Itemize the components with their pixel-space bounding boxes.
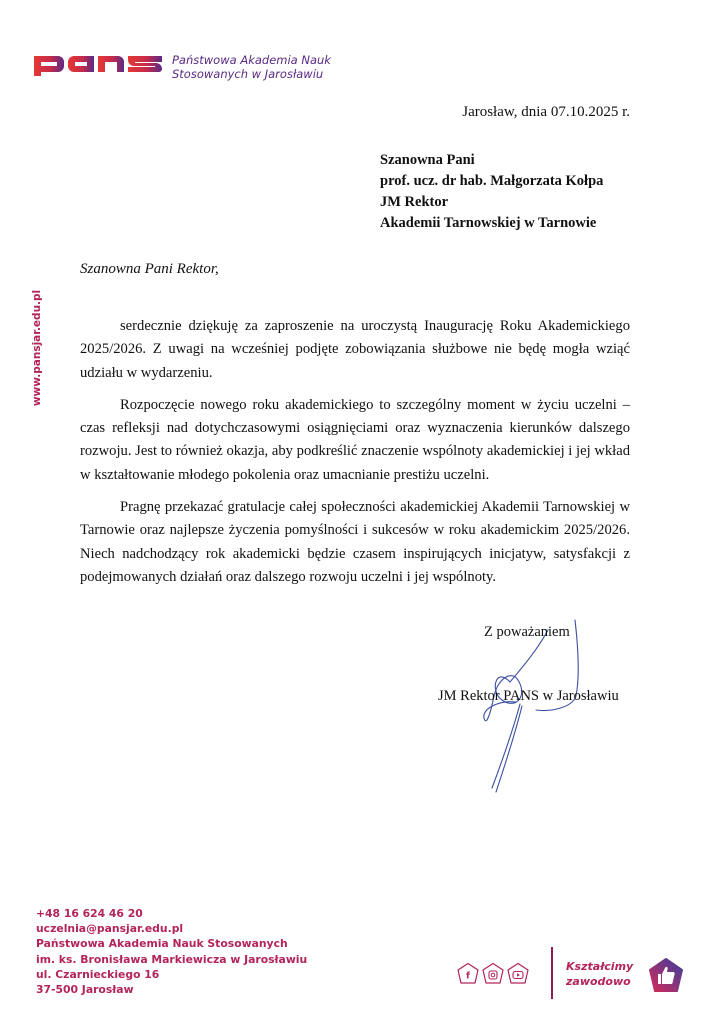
address-line: 37-500 Jarosław — [36, 983, 134, 997]
pans-logo — [34, 52, 164, 78]
email-link[interactable]: uczelnia@pansjar.edu.pl — [36, 922, 184, 936]
body-paragraph: Pragnę przekazać gratulacje całej społeczności akademickiej Akademii Tarnowskiej w Tarnowie oraz najlepsze życzenia pomyślności i sukcesów w roku akademickim 2025/2026. Niech nadchodzący rok akademicki będzie czasem inspirujących inicjatyw, satysfakcji z podejmowanych działań oraz dalszego rozwoju uczelni i jej wspólnoty. — [80, 499, 630, 585]
salutation: Szanowna Pani Rektor, — [80, 261, 219, 277]
slogan-line2: zawodowo — [566, 975, 631, 988]
closing-phrase: Z poważaniem — [484, 624, 570, 640]
phone-number[interactable]: +48 16 624 46 20 — [36, 907, 143, 920]
addressee-block — [380, 150, 603, 234]
facebook-icon[interactable] — [456, 962, 480, 986]
institution-name-line1: Państwowa Akademia Nauk — [172, 53, 331, 67]
body-paragraph: serdecznie dziękuję za zaproszenie na uroczystą Inaugurację Roku Akademickiego 2025/2026. Z uwagi na wcześniej podjęte zobowiązania służbowe nie będę mogła wziąć udziału w wydarzeniu. — [80, 318, 630, 381]
side-website-link[interactable] — [22, 289, 52, 406]
place-date: Jarosław, dnia 07.10.2025 r. — [462, 104, 630, 120]
addressee-line: Akademii Tarnowskiej w Tarnowie — [380, 215, 597, 231]
addressee-line: JM Rektor — [380, 194, 449, 210]
slogan-line1: Kształcimy — [566, 960, 634, 973]
addressee-line: prof. ucz. dr hab. Małgorzata Kołpa — [380, 173, 604, 189]
youtube-icon[interactable] — [506, 962, 530, 986]
footer-contact — [36, 906, 307, 997]
signer-title: JM Rektor PANS w Jarosławiu — [438, 688, 619, 704]
addressee-line: Szanowna Pani — [380, 152, 475, 168]
instagram-icon[interactable] — [481, 962, 505, 986]
website-url[interactable]: www.pansjar.edu.pl — [31, 289, 43, 406]
address-line: Państwowa Akademia Nauk Stosowanych — [36, 937, 288, 951]
letter-body — [80, 315, 630, 598]
footer-divider — [551, 947, 553, 999]
address-line: im. ks. Bronisława Markiewicza w Jarosławiu — [36, 952, 308, 966]
handwritten-signature — [440, 616, 600, 796]
thumbs-up-badge-icon — [648, 958, 684, 994]
institution-name — [172, 53, 331, 81]
slogan — [566, 959, 633, 989]
svg-text:f: f — [466, 971, 470, 982]
institution-name-line2: Stosowanych w Jarosławiu — [172, 67, 324, 81]
body-paragraph: Rozpoczęcie nowego roku akademickiego to szczególny moment w życiu uczelni – czas refleksji nad dotychczasowymi osiągnięciami oraz wyznaczenia kierunków dalszego rozwoju. Jest to również okazja, aby podkreślić znaczenie wspólnoty akademickiej i jej wkład w kształtowanie młodego pokolenia oraz umacnianie prestiżu uczelni. — [80, 396, 630, 483]
address-line: ul. Czarnieckiego 16 — [36, 967, 160, 981]
